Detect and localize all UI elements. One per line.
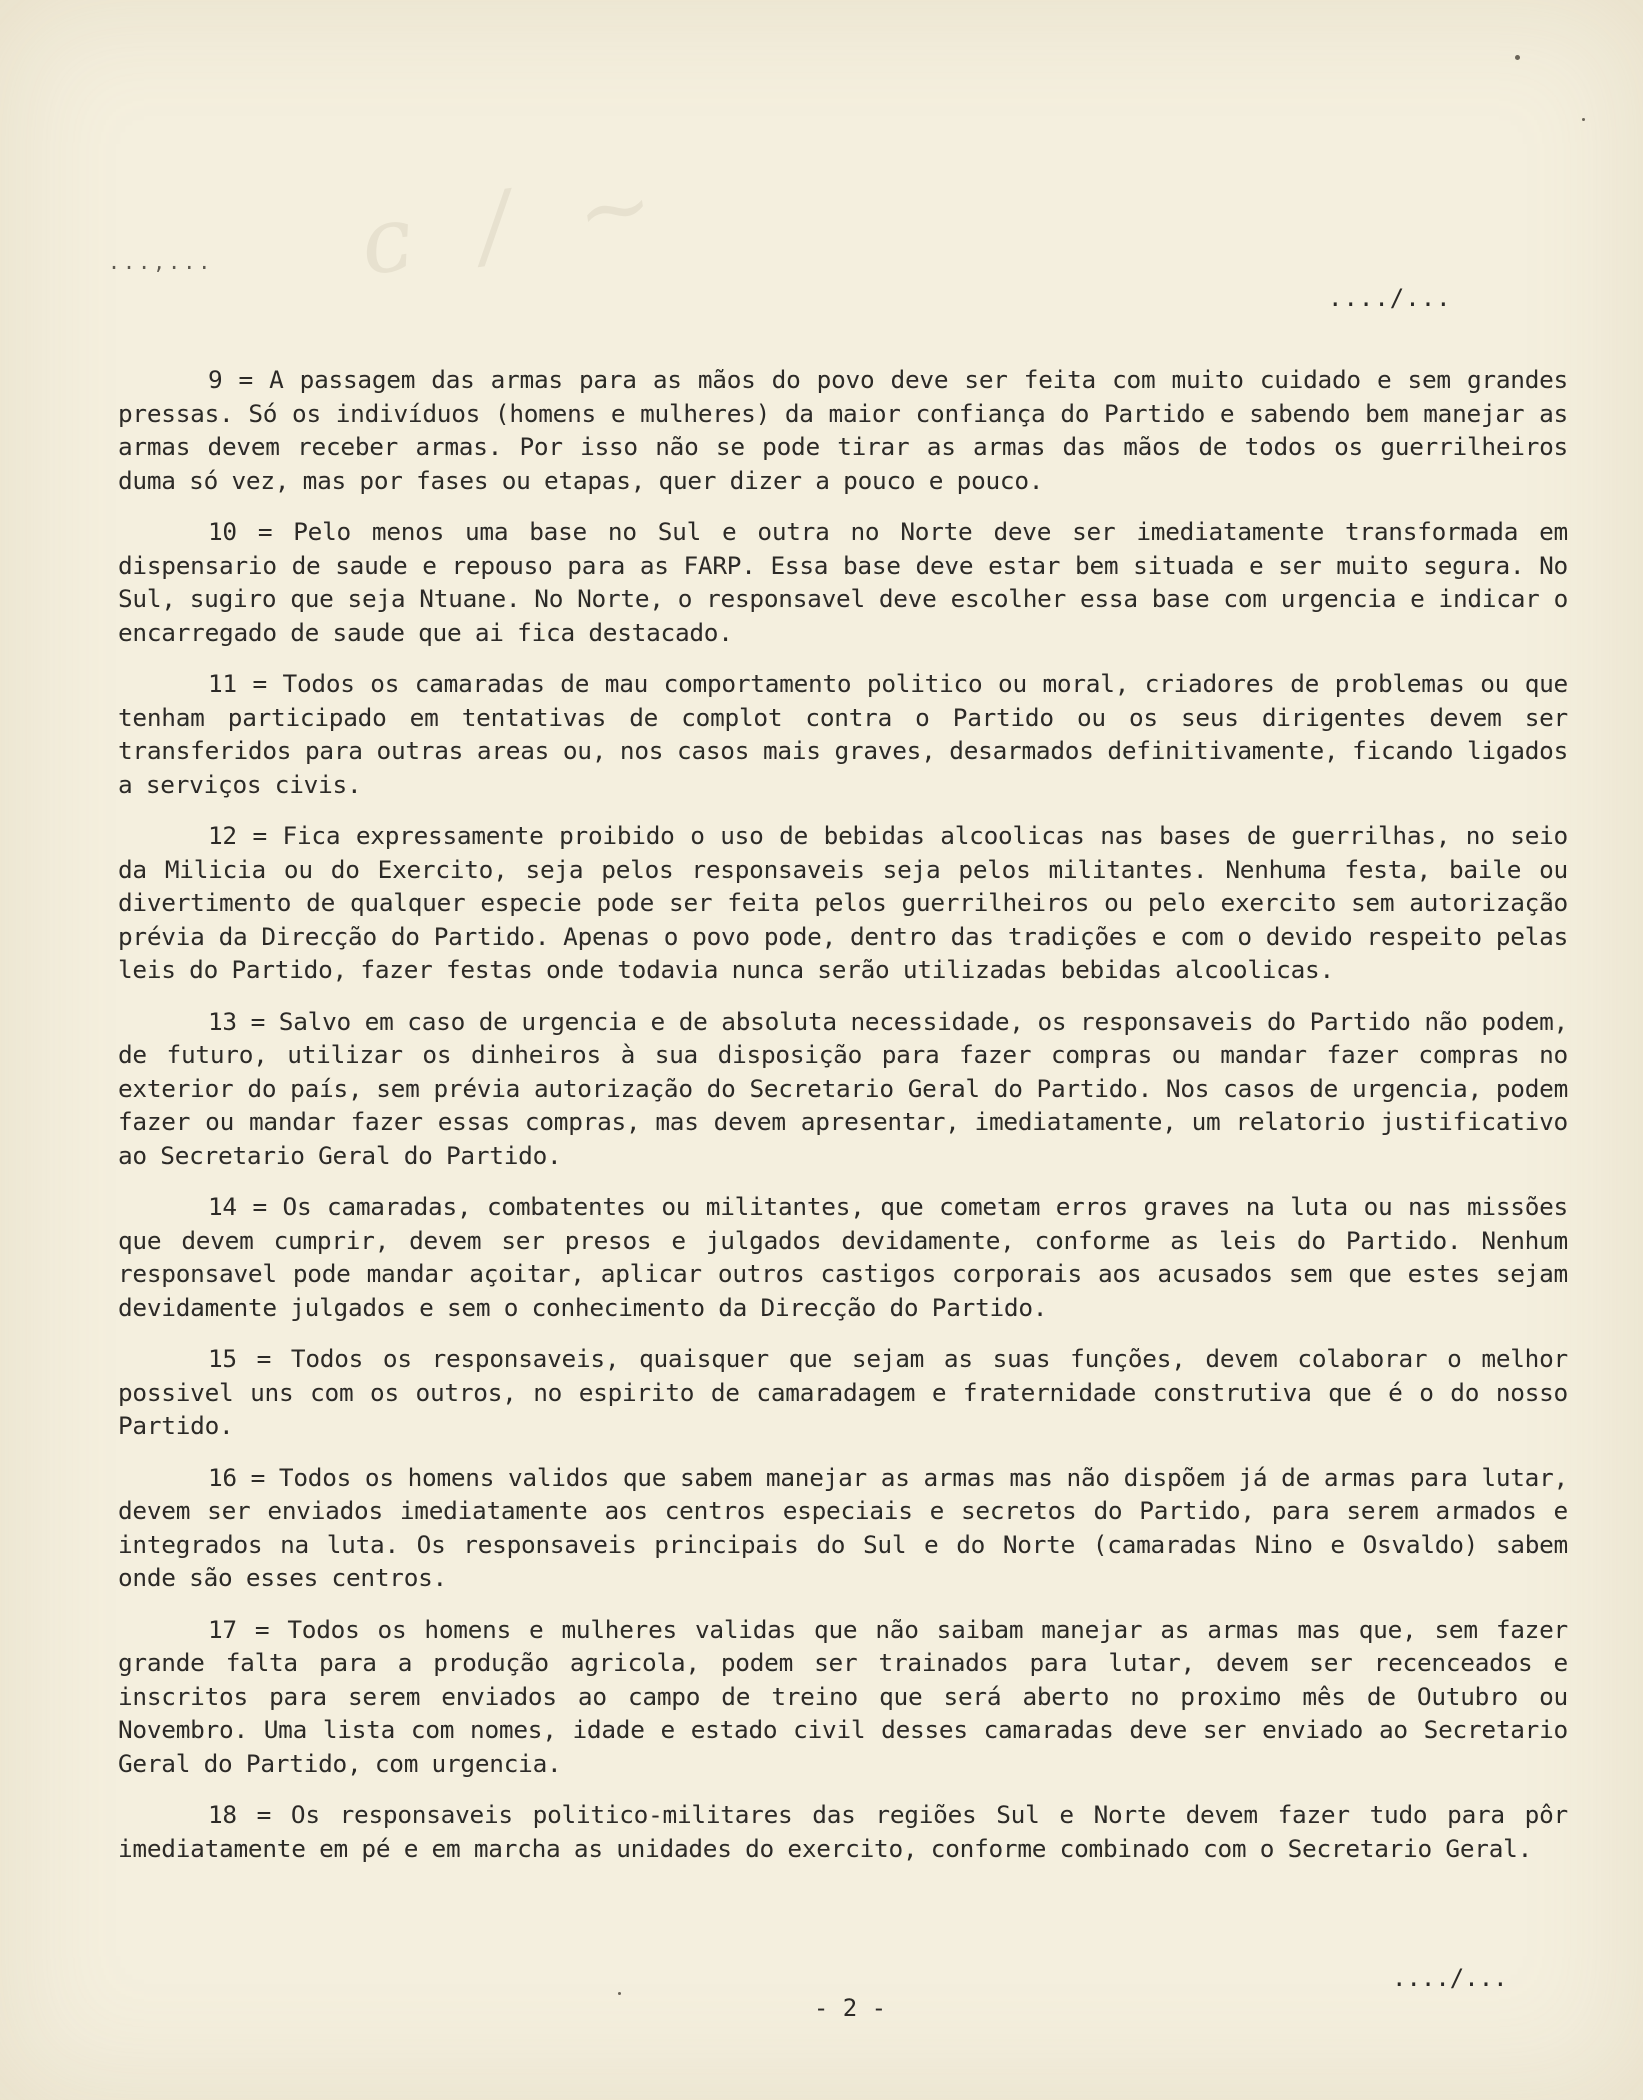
paragraph-16: 16 = Todos os homens validos que sabem manejar as armas mas não dispõem já de armas para lutar, devem ser enviados imediatamente aos centros especiais e secretos do Partido, para serem armados e integrados na luta. Os responsaveis principais do Sul e do Norte (camaradas Nino e Osvaldo) sabem onde são esses centros.	[118, 1462, 1568, 1592]
paper-speck	[618, 1992, 621, 1995]
paragraph-15: 15 = Todos os responsaveis, quaisquer que sejam as suas funções, devem colaborar o melhor possivel uns com os outros, no espirito de camaradagem e fraternidade construtiva que é o do nosso Partido.	[118, 1344, 1568, 1440]
continuation-marker-top-right: ..../...	[1328, 284, 1452, 312]
paragraph-14: 14 = Os camaradas, combatentes ou militantes, que cometam erros graves na luta ou nas missões que devem cumprir, devem ser presos e julgados devidamente, conforme as leis do Partido. Nenhum responsavel pode mandar açoitar, aplicar outros castigos corporais aos acusados sem que estes sejam devidamente julgados e sem o conhecimento da Direcção do Partido.	[118, 1192, 1568, 1322]
paper-speck	[1515, 55, 1520, 60]
paragraph-13: 13 = Salvo em caso de urgencia e de absoluta necessidade, os responsaveis do Partido não podem, de futuro, utilizar os dinheiros à sua disposição para fazer compras ou mandar fazer compras no exterior do país, sem prévia autorização do Secretario Geral do Partido. Nos casos de urgencia, podem fazer ou mandar fazer essas compras, mas devem apresentar, imediatamente, um relatorio justificativo ao Secretario Geral do Partido.	[118, 1006, 1568, 1170]
continuation-marker-top-left: ...,...	[108, 250, 214, 274]
paragraph-10: 10 = Pelo menos uma base no Sul e outra no Norte deve ser imediatamente transformada em dispensario de saude e repouso para as FARP. Essa base deve estar bem situada e ser muito segura. No Sul, sugiro que seja Ntuane. No Norte, o responsavel deve escolher essa base com urgencia e indicar o encarregado de saude que ai fica destacado.	[118, 517, 1568, 647]
paragraph-11: 11 = Todos os camaradas de mau comportamento politico ou moral, criadores de problemas ou que tenham participado em tentativas de complot contra o Partido ou os seus dirigentes devem ser transferidos para outras areas ou, nos casos mais graves, desarmados definitivamente, ficando ligados a serviços civis.	[118, 669, 1568, 799]
document-body	[118, 363, 1568, 1883]
paragraph-17: 17 = Todos os homens e mulheres validas que não saibam manejar as armas mas que, sem fazer grande falta para a produção agricola, podem ser trainados para lutar, devem ser recenceados e inscritos para serem enviados ao campo de treino que será aberto no proximo mês de Outubro ou Novembro. Uma lista com nomes, idade e estado civil desses camaradas deve ser enviado ao Secretario Geral do Partido, com urgencia.	[118, 1614, 1568, 1778]
paragraph-18: 18 = Os responsaveis politico-militares das regiões Sul e Norte devem fazer tudo para pôr imediatamente em pé e em marcha as unidades do exercito, conforme combinado com o Secretario Geral.	[118, 1800, 1568, 1863]
faint-handwriting-mark: ᴄ / ~	[354, 148, 680, 297]
paper-speck	[1582, 118, 1585, 121]
continuation-marker-bottom: ..../...	[1392, 1964, 1508, 1992]
paragraph-12: 12 = Fica expressamente proibido o uso de bebidas alcoolicas nas bases de guerrilhas, no seio da Milicia ou do Exercito, seja pelos responsaveis seja pelos militantes. Nenhuma festa, baile ou divertimento de qualquer especie pode ser feita pelos guerrilheiros ou pelo exercito sem autorização prévia da Direcção do Partido. Apenas o povo pode, dentro das tradições e com o devido respeito pelas leis do Partido, fazer festas onde todavia nunca serão utilizadas bebidas alcoolicas.	[118, 821, 1568, 984]
paragraph-9: 9 = A passagem das armas para as mãos do povo deve ser feita com muito cuidado e sem grandes pressas. Só os indivíduos (homens e mulheres) da maior confiança do Partido e sabendo bem manejar as armas devem receber armas. Por isso não se pode tirar as armas das mãos de todos os guerrilheiros duma só vez, mas por fases ou etapas, quer dizer a pouco e pouco.	[118, 365, 1568, 495]
page-number: - 2 -	[813, 1994, 887, 2022]
